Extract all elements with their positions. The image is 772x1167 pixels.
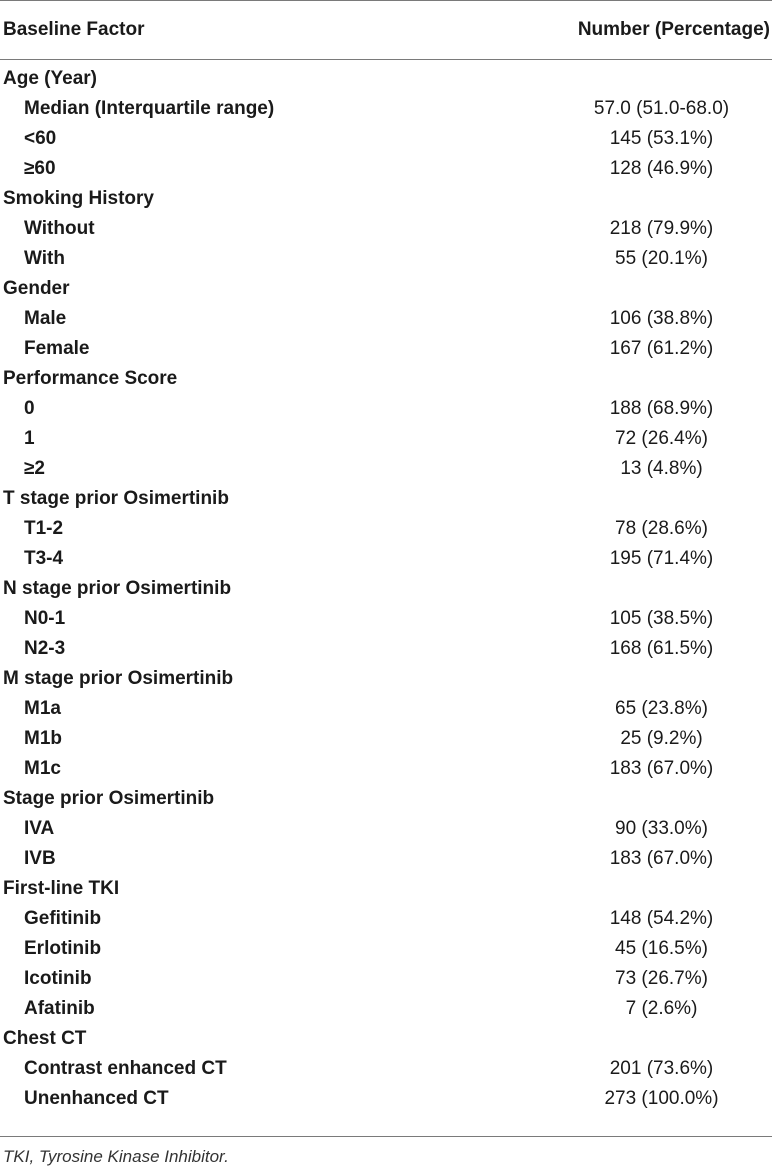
value-cell	[514, 1058, 772, 1080]
value-text: 65 (23.8%)	[615, 698, 708, 719]
value-text: 145 (53.1%)	[609, 128, 714, 149]
category-label: Chest CT	[3, 1028, 87, 1049]
value-text: 45 (16.5%)	[615, 938, 708, 959]
value-cell	[514, 578, 772, 600]
value-cell	[514, 788, 772, 810]
value-cell	[514, 368, 772, 390]
category-label: Stage prior Osimertinib	[3, 788, 215, 809]
table-category-row	[0, 484, 772, 514]
value-cell	[514, 938, 772, 960]
value-cell	[514, 488, 772, 510]
value-cell	[514, 458, 772, 480]
value-text: 201 (73.6%)	[609, 1058, 714, 1079]
factor-label: Male	[24, 308, 67, 329]
table-row	[0, 94, 772, 124]
factor-label: With	[24, 248, 65, 269]
value-cell	[514, 1088, 772, 1110]
table-row	[0, 244, 772, 274]
table-row	[0, 694, 772, 724]
factor-label: M1a	[24, 698, 61, 719]
table-category-row	[0, 1024, 772, 1054]
factor-label: Afatinib	[24, 998, 95, 1019]
value-cell	[514, 668, 772, 690]
value-text: 90 (33.0%)	[615, 818, 708, 839]
table-row	[0, 454, 772, 484]
table-row	[0, 814, 772, 844]
header-baseline-factor: Baseline Factor	[3, 19, 145, 40]
value-cell	[514, 158, 772, 180]
value-cell	[514, 518, 772, 540]
factor-label: M1c	[24, 758, 61, 779]
table-row	[0, 754, 772, 784]
factor-label: Without	[24, 218, 95, 239]
value-text: 218 (79.9%)	[609, 218, 714, 239]
table-row	[0, 214, 772, 244]
table-row	[0, 994, 772, 1024]
category-label: First-line TKI	[3, 878, 120, 899]
table-row	[0, 964, 772, 994]
value-cell	[514, 998, 772, 1020]
value-cell	[514, 758, 772, 780]
value-cell	[514, 98, 772, 120]
table-footnote: TKI, Tyrosine Kinase Inhibitor.	[3, 1147, 229, 1166]
category-label: M stage prior Osimertinib	[3, 668, 234, 689]
value-cell	[514, 818, 772, 840]
category-label: N stage prior Osimertinib	[3, 578, 232, 599]
category-label: T stage prior Osimertinib	[3, 488, 229, 509]
factor-label: T1-2	[24, 518, 64, 539]
factor-label: ≥60	[24, 158, 56, 179]
table-row	[0, 1054, 772, 1084]
value-text: 13 (4.8%)	[620, 458, 703, 479]
category-label: Age (Year)	[3, 68, 97, 89]
factor-label: 0	[24, 398, 35, 419]
factor-label: Contrast enhanced CT	[24, 1058, 227, 1079]
table-category-row	[0, 64, 772, 94]
table-row	[0, 1084, 772, 1114]
table-row	[0, 124, 772, 154]
value-text: 167 (61.2%)	[609, 338, 714, 359]
value-text: 73 (26.7%)	[615, 968, 708, 989]
table-row	[0, 154, 772, 184]
table-row	[0, 304, 772, 334]
value-text: 7 (2.6%)	[625, 998, 698, 1019]
value-cell	[514, 698, 772, 720]
table-row	[0, 934, 772, 964]
table-body	[0, 60, 772, 1114]
table-category-row	[0, 274, 772, 304]
table-row	[0, 844, 772, 874]
value-cell	[514, 548, 772, 570]
table-row	[0, 724, 772, 754]
factor-label: Gefitinib	[24, 908, 102, 929]
factor-label: Female	[24, 338, 90, 359]
value-cell	[514, 68, 772, 90]
value-text: 105 (38.5%)	[609, 608, 714, 629]
table-category-row	[0, 784, 772, 814]
factor-label: Erlotinib	[24, 938, 102, 959]
value-cell	[514, 308, 772, 330]
value-cell	[514, 188, 772, 210]
value-text: 188 (68.9%)	[609, 398, 714, 419]
value-text: 273 (100.0%)	[604, 1088, 719, 1109]
value-cell	[514, 128, 772, 150]
table-row	[0, 634, 772, 664]
value-cell	[514, 338, 772, 360]
value-cell	[514, 218, 772, 240]
table-category-row	[0, 874, 772, 904]
category-label: Smoking History	[3, 188, 154, 209]
value-text: 183 (67.0%)	[609, 848, 714, 869]
value-cell	[514, 248, 772, 270]
factor-label: IVA	[24, 818, 55, 839]
value-cell	[514, 278, 772, 300]
table-category-row	[0, 664, 772, 694]
value-text: 106 (38.8%)	[609, 308, 714, 329]
value-text: 183 (67.0%)	[609, 758, 714, 779]
factor-label: Unenhanced CT	[24, 1088, 169, 1109]
table-row	[0, 424, 772, 454]
factor-label: 1	[24, 428, 35, 449]
factor-label: M1b	[24, 728, 62, 749]
value-text: 148 (54.2%)	[609, 908, 714, 929]
value-cell	[514, 608, 772, 630]
factor-label: ≥2	[24, 458, 45, 479]
factor-label: Icotinib	[24, 968, 92, 989]
value-cell	[514, 638, 772, 660]
table-row	[0, 514, 772, 544]
factor-label: T3-4	[24, 548, 64, 569]
table-row	[0, 904, 772, 934]
value-cell	[514, 428, 772, 450]
table-row	[0, 394, 772, 424]
table-row	[0, 604, 772, 634]
table-category-row	[0, 184, 772, 214]
factor-label: N2-3	[24, 638, 66, 659]
table-row	[0, 334, 772, 364]
value-text: 78 (28.6%)	[615, 518, 708, 539]
factor-label: Median (Interquartile range)	[24, 98, 275, 119]
value-text: 168 (61.5%)	[609, 638, 714, 659]
value-text: 57.0 (51.0-68.0)	[593, 98, 730, 119]
value-cell	[514, 908, 772, 930]
table-row	[0, 544, 772, 574]
factor-label: <60	[24, 128, 57, 149]
value-cell	[514, 1028, 772, 1050]
factor-label: N0-1	[24, 608, 66, 629]
value-cell	[514, 968, 772, 990]
factor-label: IVB	[24, 848, 56, 869]
table-category-row	[0, 364, 772, 394]
value-cell	[514, 728, 772, 750]
header-number-percentage: Number (Percentage)	[577, 19, 770, 40]
value-text: 72 (26.4%)	[615, 428, 708, 449]
value-cell	[514, 398, 772, 420]
table-header	[0, 1, 772, 59]
value-cell	[514, 848, 772, 870]
value-text: 25 (9.2%)	[620, 728, 703, 749]
category-label: Gender	[3, 278, 70, 299]
value-text: 55 (20.1%)	[615, 248, 708, 269]
category-label: Performance Score	[3, 368, 178, 389]
value-text: 195 (71.4%)	[609, 548, 714, 569]
value-text: 128 (46.9%)	[609, 158, 714, 179]
value-cell	[514, 878, 772, 900]
table-category-row	[0, 574, 772, 604]
